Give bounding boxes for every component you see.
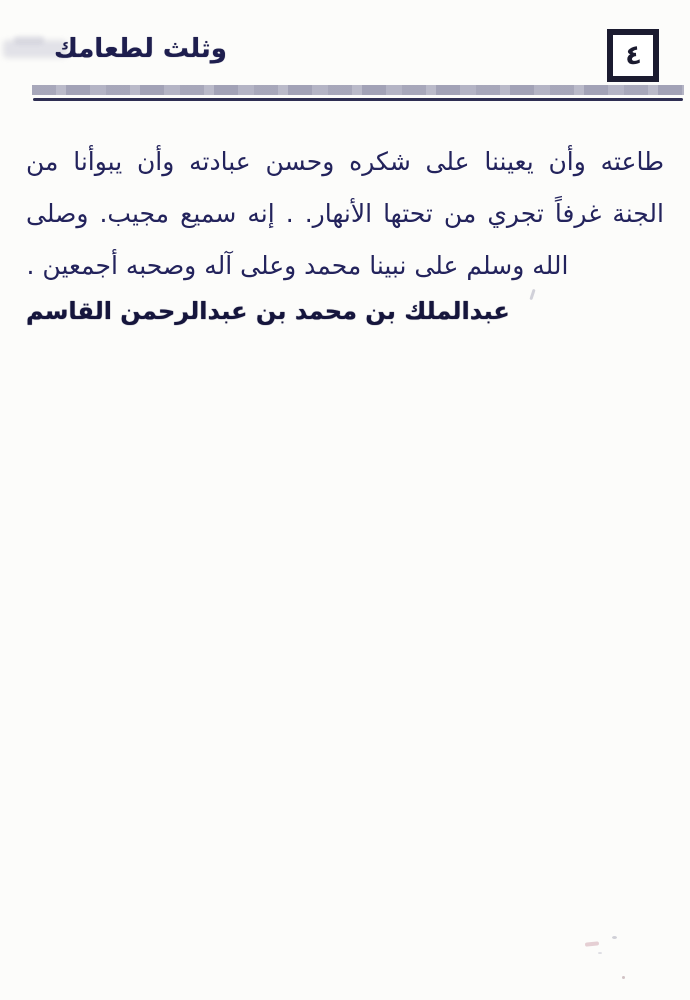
scan-speck bbox=[598, 952, 602, 954]
showthrough-artifact bbox=[14, 36, 44, 44]
body-line: الجنة غرفاً تجري من تحتها الأنهار. . إنه سميع مجيب. وصلى bbox=[26, 199, 664, 228]
author-signature: عبدالملك بن محمد بن عبدالرحمن القاسم bbox=[26, 297, 510, 325]
running-header-title: وثلث لطعامك bbox=[54, 34, 227, 64]
scan-speck bbox=[585, 941, 599, 946]
body-text-block bbox=[26, 136, 664, 292]
page-number: ٤ bbox=[623, 39, 643, 72]
body-line: الله وسلم على نبينا محمد وعلى آله وصحبه أجمعين . bbox=[26, 251, 569, 280]
header-decorative-band bbox=[32, 85, 684, 95]
body-line: طاعته وأن يعيننا على شكره وحسن عبادته وأن يبوأنا من bbox=[26, 147, 664, 176]
scan-speck bbox=[612, 936, 617, 939]
page-number-box bbox=[607, 29, 659, 82]
scan-speck bbox=[622, 976, 625, 979]
header-rule bbox=[33, 98, 683, 101]
